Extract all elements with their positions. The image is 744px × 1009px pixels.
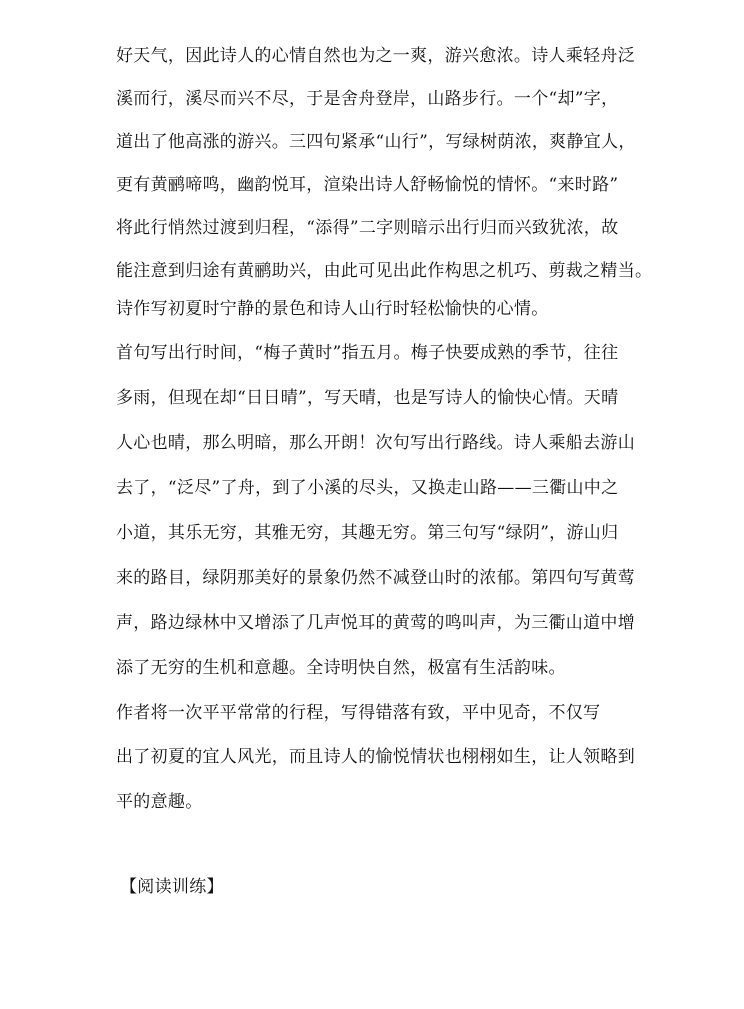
- text-line: 多雨，但现在却“日日晴”，写天晴，也是写诗人的愉快心情。天晴: [116, 388, 619, 408]
- text-line: 首句写出行时间，“梅子黄时”指五月。梅子快要成熟的季节，往往: [116, 343, 619, 363]
- text-line: 好天气，因此诗人的心情自然也为之一爽，游兴愈浓。诗人乘轻舟泛: [116, 46, 635, 66]
- text-line: 平的意趣。: [116, 792, 203, 812]
- text-line: 将此行悄然过渡到归程，“添得”二字则暗示出行归而兴致犹浓，故: [116, 218, 619, 238]
- text-line: 人心也晴，那么明暗，那么开朗！次句写出行路线。诗人乘船去游山: [116, 433, 635, 453]
- text-line: 出了初夏的宜人风光，而且诗人的愉悦情状也栩栩如生，让人领略到: [116, 747, 635, 767]
- text-line: 更有黄鹂啼鸣，幽韵悦耳，渲染出诗人舒畅愉悦的情怀。“来时路”: [116, 175, 619, 195]
- text-line: 能注意到归途有黄鹂助兴，由此可见出此作构思之机巧、剪裁之精当。: [116, 261, 653, 281]
- text-line: 声，路边绿林中又增添了几声悦耳的黄莺的鸣叫声，为三衢山道中增: [116, 613, 635, 633]
- text-line: 溪而行，溪尽而兴不尽，于是舍舟登岸，山路步行。一个“却”字，: [116, 89, 619, 109]
- text-line: 作者将一次平平常常的行程，写得错落有致，平中见奇，不仅写: [116, 703, 601, 723]
- text-line: 去了，“泛尽”了舟，到了小溪的尽头，又换走山路——三衢山中之: [116, 478, 619, 498]
- text-line: 道出了他高涨的游兴。三四句紧承“山行”，写绿树荫浓，爽静宜人，: [116, 132, 636, 152]
- text-line: 小道，其乐无穷，其雅无穷，其趣无穷。第三句写“绿阴”，游山归: [116, 523, 619, 543]
- section-heading: 【阅读训练】: [120, 877, 224, 897]
- text-line: 来的路目，绿阴那美好的景象仍然不减登山时的浓郁。第四句写黄莺: [116, 568, 635, 588]
- text-line: 诗作写初夏时宁静的景色和诗人山行时轻松愉快的心情。: [116, 299, 549, 319]
- text-line: 添了无穷的生机和意趣。全诗明快自然，极富有生活韵味。: [116, 658, 566, 678]
